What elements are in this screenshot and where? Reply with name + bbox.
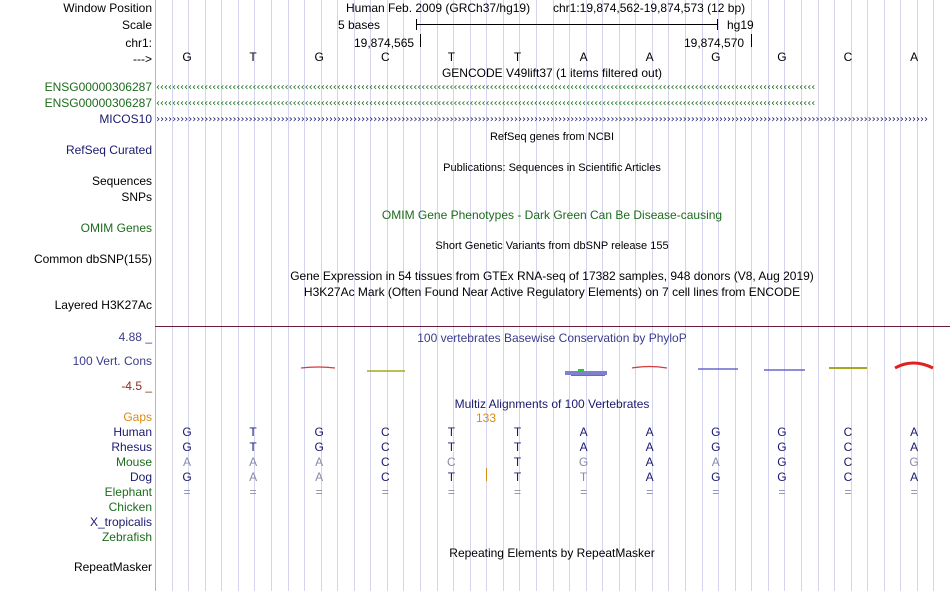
alignment-base: A — [249, 455, 258, 469]
alignment-base: G — [182, 440, 192, 454]
reference-base: G — [182, 50, 192, 64]
alignment-base: G — [711, 425, 721, 439]
alignment-base: A — [315, 455, 324, 469]
dbsnp-track-title: Short Genetic Variants from dbSNP release 155 — [435, 240, 669, 252]
alignment-base: C — [380, 455, 390, 469]
h3k27ac-track-baseline — [155, 326, 950, 327]
refseq-track-label[interactable]: RefSeq Curated — [65, 143, 152, 157]
scale-bar-right-tick — [717, 19, 718, 30]
alignment-base: A — [910, 425, 919, 439]
gene-label-ensg2[interactable]: ENSG00000306287 — [44, 96, 152, 110]
species-x-tropicalis[interactable]: X_tropicalis — [89, 515, 152, 529]
gene-strand-micos10[interactable]: ›››››››››››››››››››››››››››››››››››››››››››››››››››››››››››››››››››››››››››››››››››››››››››››››››››››››››››››››››››››››››››››››››››››››››››››››››››››››››››››››››››››››››››››››››››››››››››››››› — [155, 116, 927, 124]
species-elephant[interactable]: Elephant — [104, 485, 152, 499]
dbsnp-track-label[interactable]: Common dbSNP(155) — [33, 252, 152, 266]
alignment-base: G — [711, 440, 721, 454]
reference-base: T — [249, 50, 257, 64]
scale-bar-left-tick — [416, 19, 417, 30]
repeatmasker-track-label[interactable]: RepeatMasker — [73, 560, 152, 574]
alignment-base: = — [249, 485, 257, 499]
alignment-base: G — [314, 440, 324, 454]
alignment-base: T — [513, 425, 522, 439]
alignment-base: C — [843, 425, 853, 439]
reference-base: G — [711, 50, 721, 64]
alignment-base: T — [513, 440, 522, 454]
alignment-base: = — [447, 485, 455, 499]
alignment-base: G — [777, 425, 787, 439]
species-zebrafish[interactable]: Zebrafish — [101, 530, 152, 544]
h3k27ac-track-title: H3K27Ac Mark (Often Found Near Active Regulatory Elements) on 7 cell lines from ENCODE — [303, 285, 801, 299]
alignment-base: T — [447, 470, 456, 484]
alignment-base: A — [249, 470, 258, 484]
assembly-title: Human Feb. 2009 (GRCh37/hg19) — [346, 1, 531, 15]
sequences-track-label[interactable]: Sequences — [91, 174, 152, 188]
alignment-base: G — [182, 470, 192, 484]
alignment-base: A — [579, 440, 588, 454]
alignment-base: = — [844, 485, 852, 499]
alignment-base: C — [380, 440, 390, 454]
alignment-base: G — [909, 455, 919, 469]
alignment-base: G — [711, 470, 721, 484]
coord-right: 19,874,570 — [684, 36, 745, 50]
species-chicken[interactable]: Chicken — [108, 500, 152, 514]
species-human[interactable]: Human — [113, 425, 152, 439]
arrow-label: ---> — [133, 52, 152, 66]
alignment-base: = — [910, 485, 918, 499]
omim-track-label[interactable]: OMIM Genes — [80, 221, 152, 235]
scale-bar — [416, 24, 718, 25]
alignment-base: A — [711, 455, 720, 469]
species-dog[interactable]: Dog — [129, 470, 152, 484]
alignment-base: G — [777, 470, 787, 484]
phylop-max-label: 4.88 _ — [118, 330, 152, 344]
alignment-base: = — [183, 485, 191, 499]
repeatmasker-track-title: Repeating Elements by RepeatMasker — [449, 546, 655, 560]
alignment-base: C — [380, 470, 390, 484]
position-range: chr1:19,874,562-19,874,573 (12 bp) — [553, 1, 746, 15]
alignment-base: G — [777, 455, 787, 469]
gene-label-ensg1[interactable]: ENSG00000306287 — [44, 80, 152, 94]
alignment-base: T — [579, 470, 588, 484]
alignment-base: = — [513, 485, 521, 499]
alignment-base: A — [645, 455, 654, 469]
alignment-base: A — [315, 470, 324, 484]
species-rhesus[interactable]: Rhesus — [111, 440, 152, 454]
gap-count: 133 — [475, 411, 497, 425]
gaps-label: Gaps — [123, 410, 152, 424]
alignment-base: T — [513, 470, 522, 484]
gene-strand-ensg1[interactable]: ‹‹‹‹‹‹‹‹‹‹‹‹‹‹‹‹‹‹‹‹‹‹‹‹‹‹‹‹‹‹‹‹‹‹‹‹‹‹‹‹‹‹‹‹‹‹‹‹‹‹‹‹‹‹‹‹‹‹‹‹‹‹‹‹‹‹‹‹‹‹‹‹‹‹‹‹‹‹‹‹‹‹‹‹‹‹‹‹‹‹‹‹‹‹‹‹‹‹‹‹‹‹‹‹‹‹‹‹‹‹‹‹‹‹‹‹‹‹‹‹‹‹‹‹‹‹‹‹‹‹‹‹‹‹‹‹‹‹‹‹‹‹‹‹‹‹‹‹‹‹‹‹‹‹‹‹‹‹‹‹‹‹‹‹ — [155, 84, 815, 92]
alignment-base: C — [447, 455, 456, 469]
gene-label-micos10[interactable]: MICOS10 — [99, 112, 152, 126]
gtex-track-title: Gene Expression in 54 tissues from GTEx RNA-seq of 17382 samples, 948 donors (V8, Aug 2019) — [290, 269, 814, 283]
refseq-track-title: RefSeq genes from NCBI — [489, 131, 615, 143]
reference-base: A — [645, 50, 654, 64]
h3k27ac-track-label[interactable]: Layered H3K27Ac — [54, 298, 152, 312]
alignment-base: A — [645, 440, 654, 454]
reference-base: G — [314, 50, 324, 64]
alignment-base: A — [645, 470, 654, 484]
alignment-base: T — [249, 425, 257, 439]
alignment-base: C — [843, 440, 853, 454]
coord-left-tick — [420, 34, 421, 47]
alignment-base: = — [580, 485, 588, 499]
pubs-track-title: Publications: Sequences in Scientific Articles — [443, 162, 661, 174]
scale-label: Scale — [121, 18, 152, 32]
multiz-track-title: Multiz Alignments of 100 Vertebrates — [454, 397, 650, 411]
reference-base: T — [447, 50, 456, 64]
alignment-base: A — [182, 455, 191, 469]
gencode-track-title: GENCODE V49lift37 (1 items filtered out) — [441, 66, 663, 80]
alignment-base: = — [778, 485, 786, 499]
phylop-track-label[interactable]: 100 Vert. Cons — [72, 354, 152, 368]
alignment-base: T — [513, 455, 522, 469]
reference-base: G — [777, 50, 787, 64]
db-label: hg19 — [727, 18, 754, 32]
alignment-base: = — [646, 485, 654, 499]
alignment-base: G — [777, 440, 787, 454]
phylop-signal[interactable] — [155, 355, 950, 380]
alignment-base: T — [447, 440, 456, 454]
alignment-base: = — [712, 485, 720, 499]
alignment-base: G — [182, 425, 192, 439]
chr-label: chr1: — [125, 36, 152, 50]
gene-strand-ensg2[interactable]: ‹‹‹‹‹‹‹‹‹‹‹‹‹‹‹‹‹‹‹‹‹‹‹‹‹‹‹‹‹‹‹‹‹‹‹‹‹‹‹‹‹‹‹‹‹‹‹‹‹‹‹‹‹‹‹‹‹‹‹‹‹‹‹‹‹‹‹‹‹‹‹‹‹‹‹‹‹‹‹‹‹‹‹‹‹‹‹‹‹‹‹‹‹‹‹‹‹‹‹‹‹‹‹‹‹‹‹‹‹‹‹‹‹‹‹‹‹‹‹‹‹‹‹‹‹‹‹‹‹‹‹‹‹‹‹‹‹‹‹‹‹‹‹‹‹‹‹‹‹‹‹‹‹‹‹‹‹‹‹‹‹‹‹‹ — [155, 100, 815, 108]
alignment-base: T — [447, 425, 456, 439]
reference-base: T — [513, 50, 522, 64]
species-mouse[interactable]: Mouse — [115, 455, 152, 469]
scale-text: 5 bases — [338, 18, 381, 32]
snps-track-label[interactable]: SNPs — [121, 190, 152, 204]
alignment-base: A — [579, 425, 588, 439]
alignment-base: = — [381, 485, 389, 499]
alignment-base: = — [315, 485, 323, 499]
reference-base: A — [579, 50, 588, 64]
reference-base: A — [910, 50, 919, 64]
window-position-label: Window Position — [63, 1, 152, 15]
phylop-track-title: 100 vertebrates Basewise Conservation by PhyloP — [417, 331, 687, 345]
reference-base: C — [843, 50, 853, 64]
alignment-base: G — [578, 455, 589, 469]
alignment-base: G — [314, 425, 324, 439]
phylop-min-label: -4.5 _ — [121, 379, 152, 393]
alignment-base: A — [645, 425, 654, 439]
coord-left: 19,874,565 — [354, 36, 415, 50]
alignment-base: A — [910, 440, 919, 454]
alignment-base: A — [910, 470, 919, 484]
omim-track-title: OMIM Gene Phenotypes - Dark Green Can Be Disease-causing — [381, 208, 723, 222]
alignment-base: C — [843, 455, 853, 469]
alignment-base: C — [843, 470, 853, 484]
alignment-base: T — [249, 440, 257, 454]
reference-base: C — [380, 50, 390, 64]
alignment-base: C — [380, 425, 390, 439]
coord-right-tick — [751, 34, 752, 47]
gap-marker — [486, 468, 487, 481]
